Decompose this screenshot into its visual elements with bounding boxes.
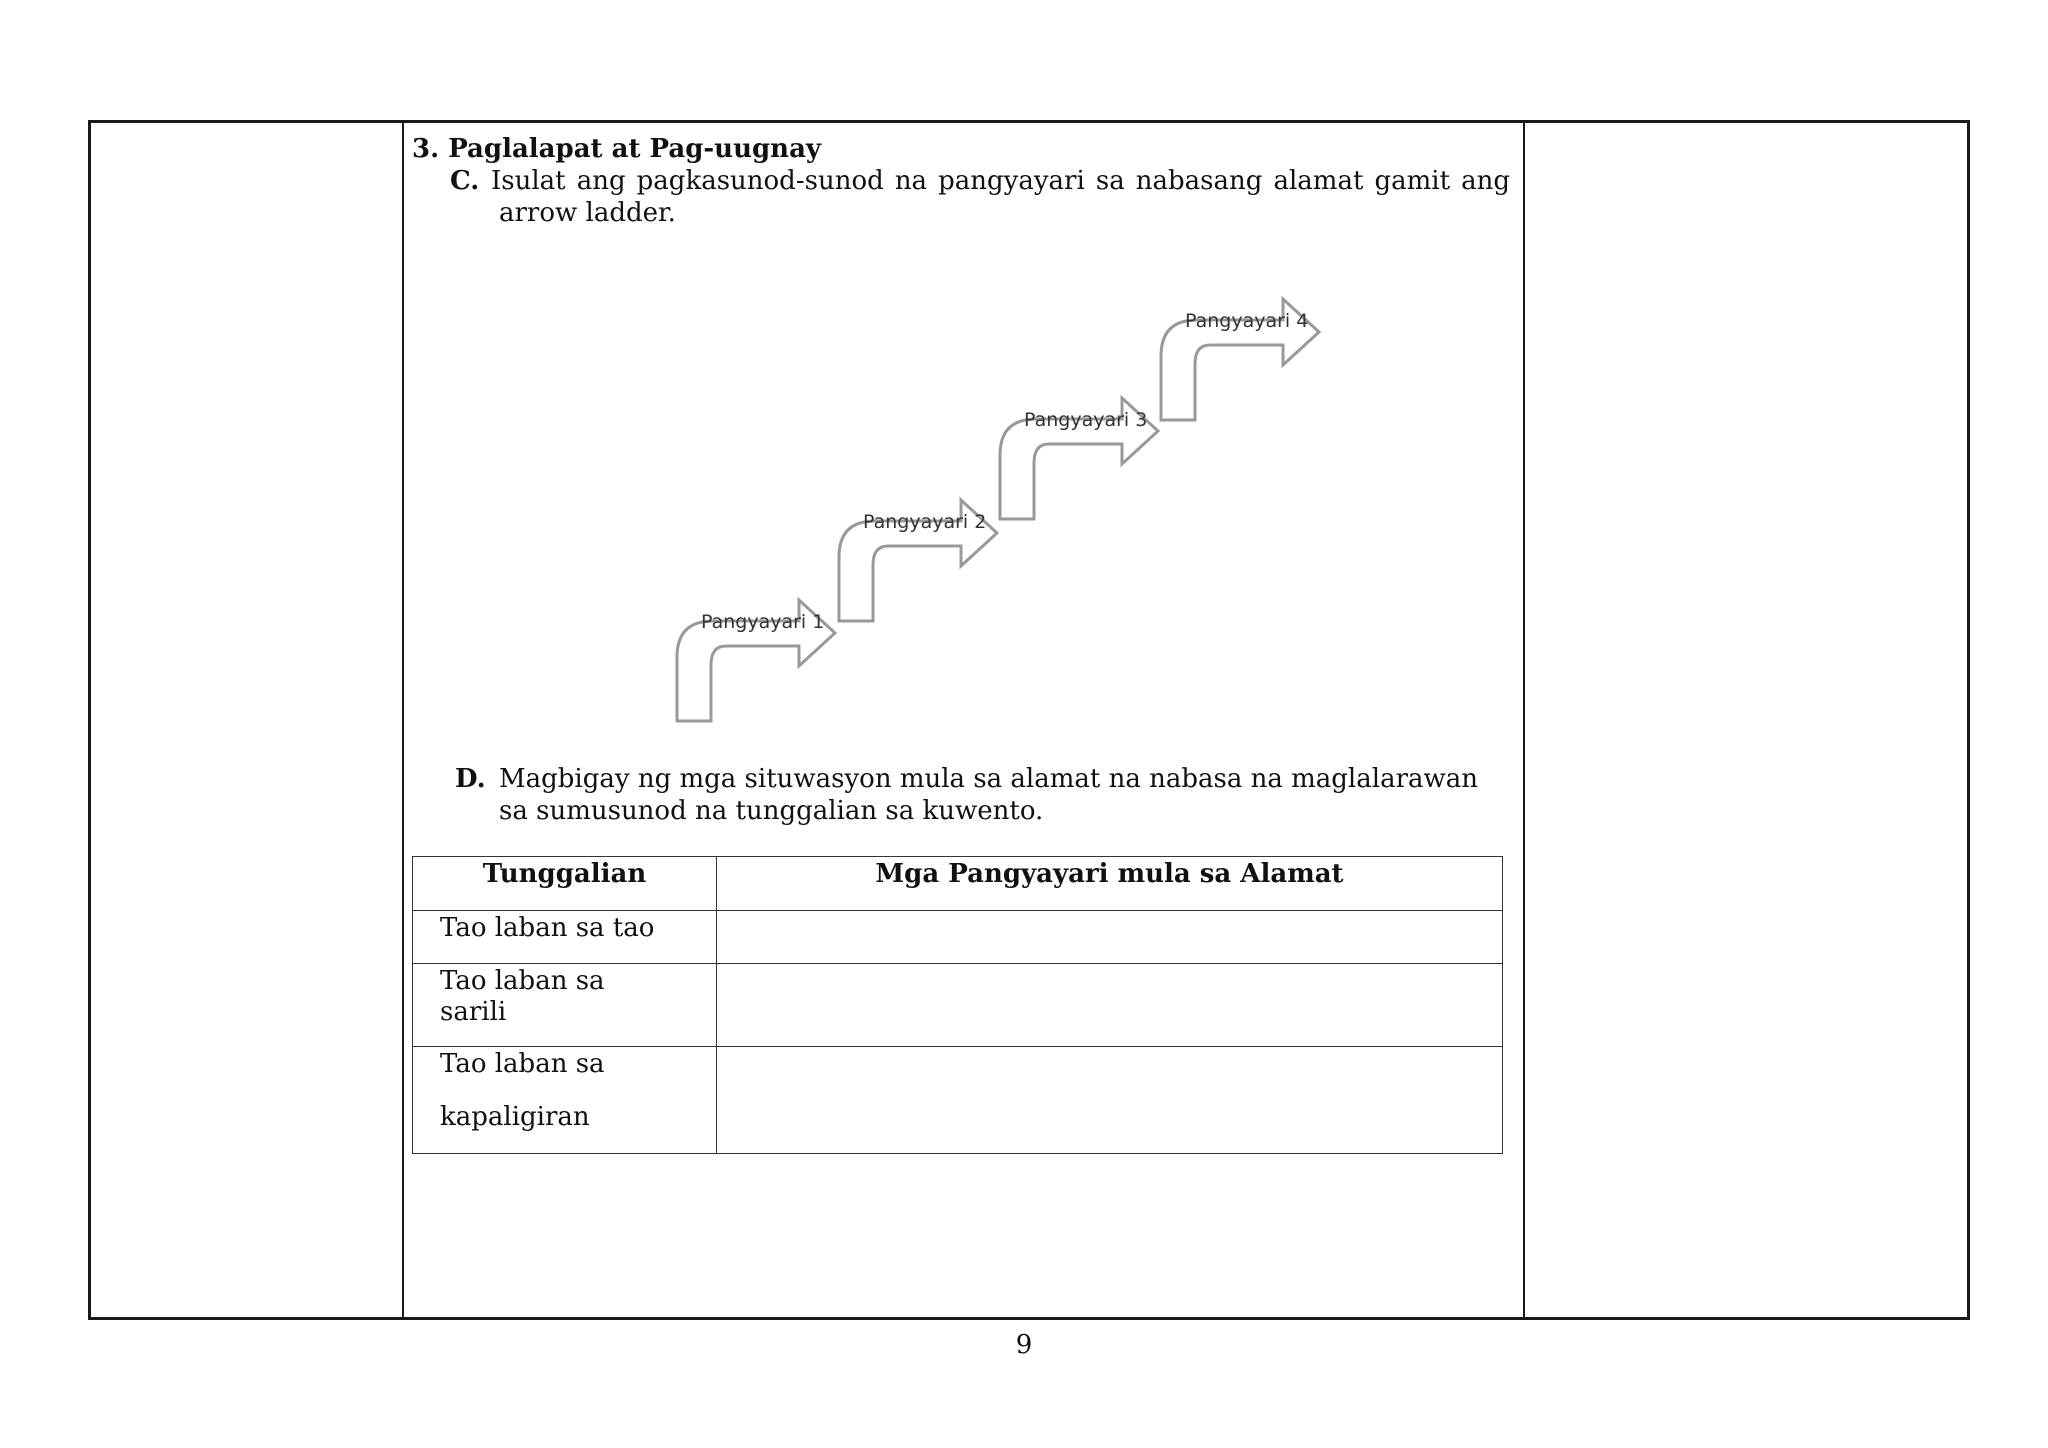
conflict-label-line2: kapaligiran <box>440 1102 590 1132</box>
events-cell[interactable] <box>717 964 1503 1047</box>
ladder-arrow-label-2: Pangyayari 2 <box>863 511 987 533</box>
events-cell[interactable] <box>717 1047 1503 1154</box>
conflict-label: Tao laban sa tao <box>440 913 655 943</box>
item-c-line2: arrow ladder. <box>499 198 676 228</box>
conflict-cell <box>413 1047 717 1154</box>
conflict-cell <box>413 964 717 1047</box>
table-row <box>413 1047 1503 1154</box>
page-number: 9 <box>1015 1330 1033 1360</box>
header-tunggalian: Tunggalian <box>413 857 717 911</box>
item-d-line1: Magbigay ng mga situwasyon mula sa alamat na nabasa na maglalarawan <box>499 764 1478 794</box>
table-row <box>413 964 1503 1047</box>
ladder-arrow-label-4: Pangyayari 4 <box>1185 310 1309 332</box>
item-c-letter: C. <box>450 166 480 196</box>
ladder-arrow-label-1: Pangyayari 1 <box>701 611 825 633</box>
ladder-arrow-label-3: Pangyayari 3 <box>1024 409 1148 431</box>
item-d-line2: sa sumusunod na tunggalian sa kuwento. <box>499 796 1044 826</box>
conflict-label-line2: sarili <box>440 997 507 1027</box>
events-cell[interactable] <box>717 911 1503 964</box>
item-d-letter: D. <box>455 764 486 794</box>
conflict-cell <box>413 911 717 964</box>
conflict-label: Tao laban sa <box>440 966 605 996</box>
item-c-line1: Isulat ang pagkasunod-sunod na pangyayari sa nabasang alamat gamit ang <box>491 166 1510 196</box>
table-row <box>413 911 1503 964</box>
section-heading: 3. Paglalapat at Pag-uugnay <box>412 134 822 164</box>
table-header-row <box>413 857 1503 911</box>
conflict-label: Tao laban sa <box>440 1049 605 1079</box>
header-mga-pangyayari: Mga Pangyayari mula sa Alamat <box>717 857 1503 911</box>
conflict-table <box>412 856 1503 1154</box>
